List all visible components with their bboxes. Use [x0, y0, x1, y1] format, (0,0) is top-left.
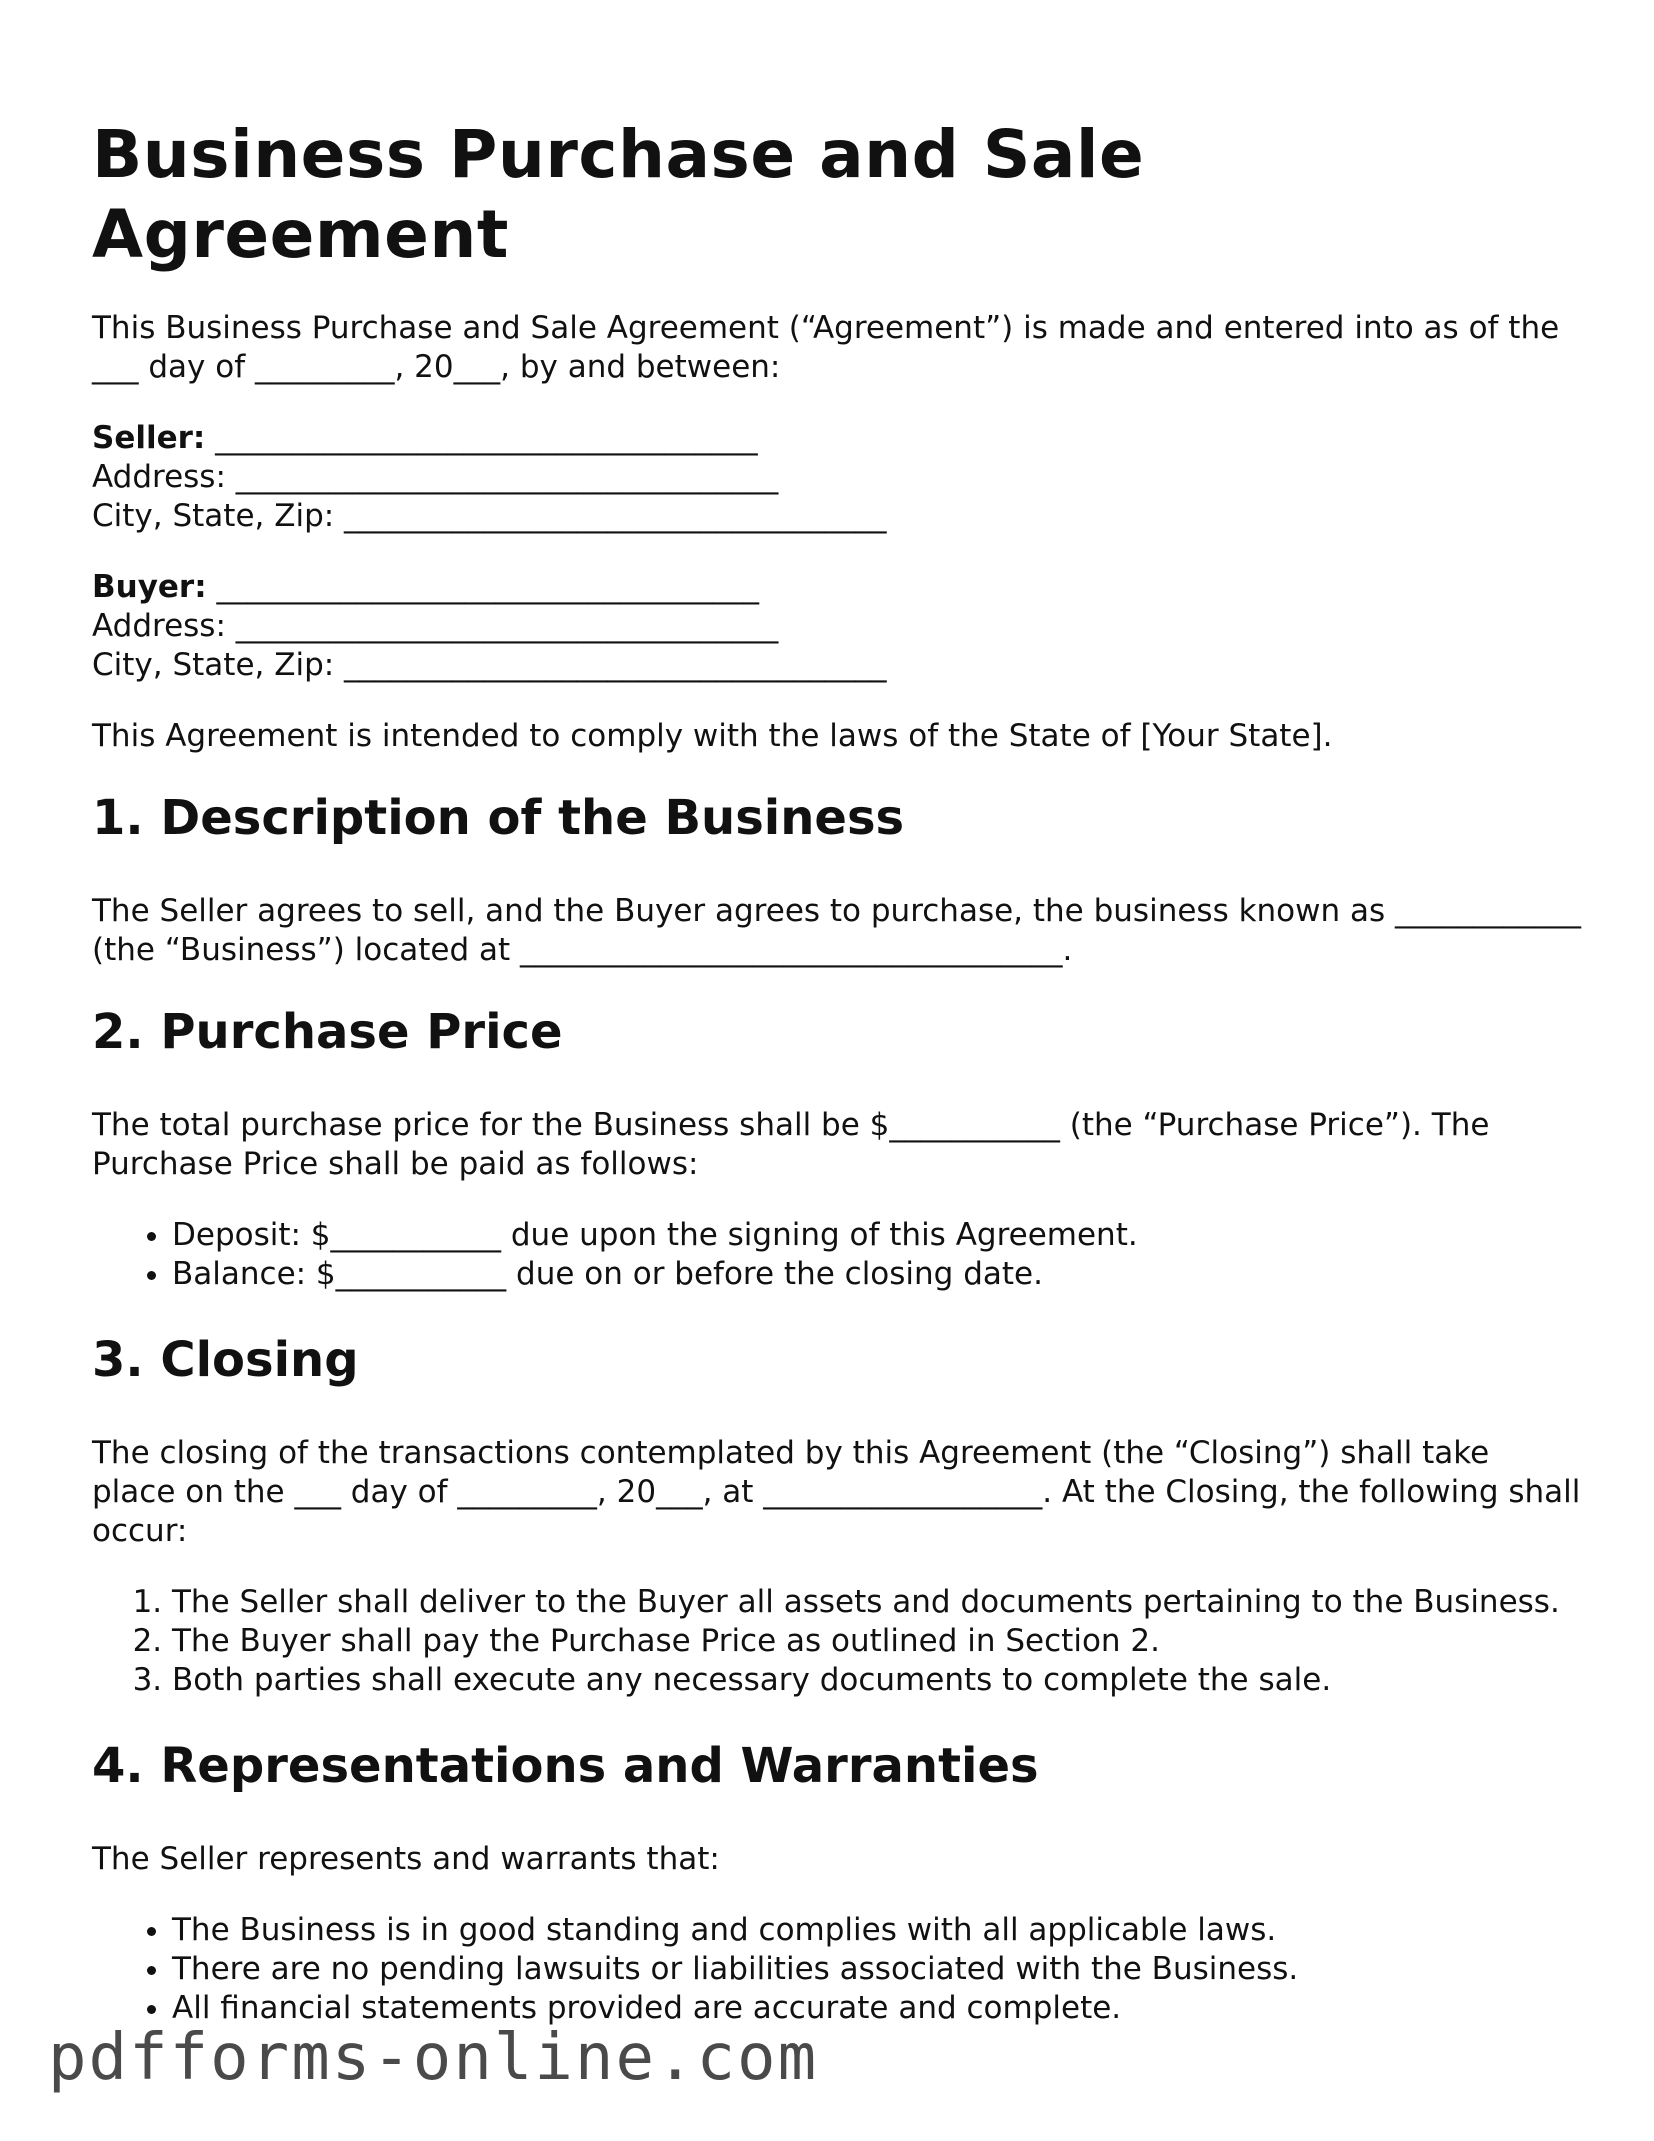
seller-block: [92, 419, 1582, 536]
list-item: • Deposit: $___________ due upon the signing of this Agreement.: [172, 1216, 1582, 1255]
closing-list: [92, 1583, 1582, 1700]
buyer-name-line: [92, 568, 1582, 607]
seller-name-blank: ___________________________________: [205, 420, 758, 456]
payment-list: [92, 1216, 1582, 1294]
intro-paragraph: This Business Purchase and Sale Agreement (“Agreement”) is made and entered into as of the ___ day of _________, 20___, by and between:: [92, 310, 1560, 385]
section-description-text: The Seller agrees to sell, and the Buyer agrees to purchase, the business known as ____________ (the “Business”) located at ___________________________________.: [92, 893, 1581, 968]
section-warranties-text: The Seller represents and warrants that:: [92, 1841, 720, 1877]
list-item: • All financial statements provided are accurate and complete.: [172, 1989, 1582, 2028]
section-price-text: The total purchase price for the Business shall be $___________ (the “Purchase Price”). The Purchase Price shall be paid as follows:: [92, 1107, 1490, 1182]
buyer-name-blank: ___________________________________: [206, 569, 759, 605]
warranties-list: [92, 1911, 1582, 2028]
section-description-heading: 1. Description of the Business: [92, 790, 905, 846]
document-title: Business Purchase and Sale Agreement: [92, 116, 1145, 273]
section-price-heading: 2. Purchase Price: [92, 1004, 563, 1060]
list-item: 1. The Seller shall deliver to the Buyer all assets and documents pertaining to the Business.: [172, 1583, 1582, 1622]
section-closing-heading: 3. Closing: [92, 1332, 359, 1388]
buyer-city-line: City, State, Zip: ___________________________________: [92, 647, 887, 683]
section-warranties-heading: 4. Representations and Warranties: [92, 1738, 1039, 1794]
buyer-address-line: Address: ___________________________________: [92, 608, 779, 644]
seller-address-line: Address: ___________________________________: [92, 459, 779, 495]
section-closing-text: The closing of the transactions contemplated by this Agreement (the “Closing”) shall take place on the ___ day of _________, 20___, at __________________. At the Closing, the following shall occur:: [92, 1435, 1581, 1549]
list-item: • Balance: $___________ due on or before the closing date.: [172, 1255, 1582, 1294]
buyer-label: Buyer:: [92, 569, 207, 605]
list-item: 3. Both parties shall execute any necessary documents to complete the sale.: [172, 1661, 1582, 1700]
list-item: 2. The Buyer shall pay the Purchase Price as outlined in Section 2.: [172, 1622, 1582, 1661]
watermark-text: pdfforms-online.com: [48, 2021, 819, 2095]
list-item: • There are no pending lawsuits or liabilities associated with the Business.: [172, 1950, 1582, 1989]
law-statement: This Agreement is intended to comply with the laws of the State of [Your State].: [92, 718, 1333, 754]
buyer-block: [92, 568, 1582, 685]
seller-name-line: [92, 419, 1582, 458]
seller-city-line: City, State, Zip: ___________________________________: [92, 498, 887, 534]
document-page: [92, 115, 1582, 2064]
list-item: • The Business is in good standing and complies with all applicable laws.: [172, 1911, 1582, 1950]
seller-label: Seller:: [92, 420, 206, 456]
